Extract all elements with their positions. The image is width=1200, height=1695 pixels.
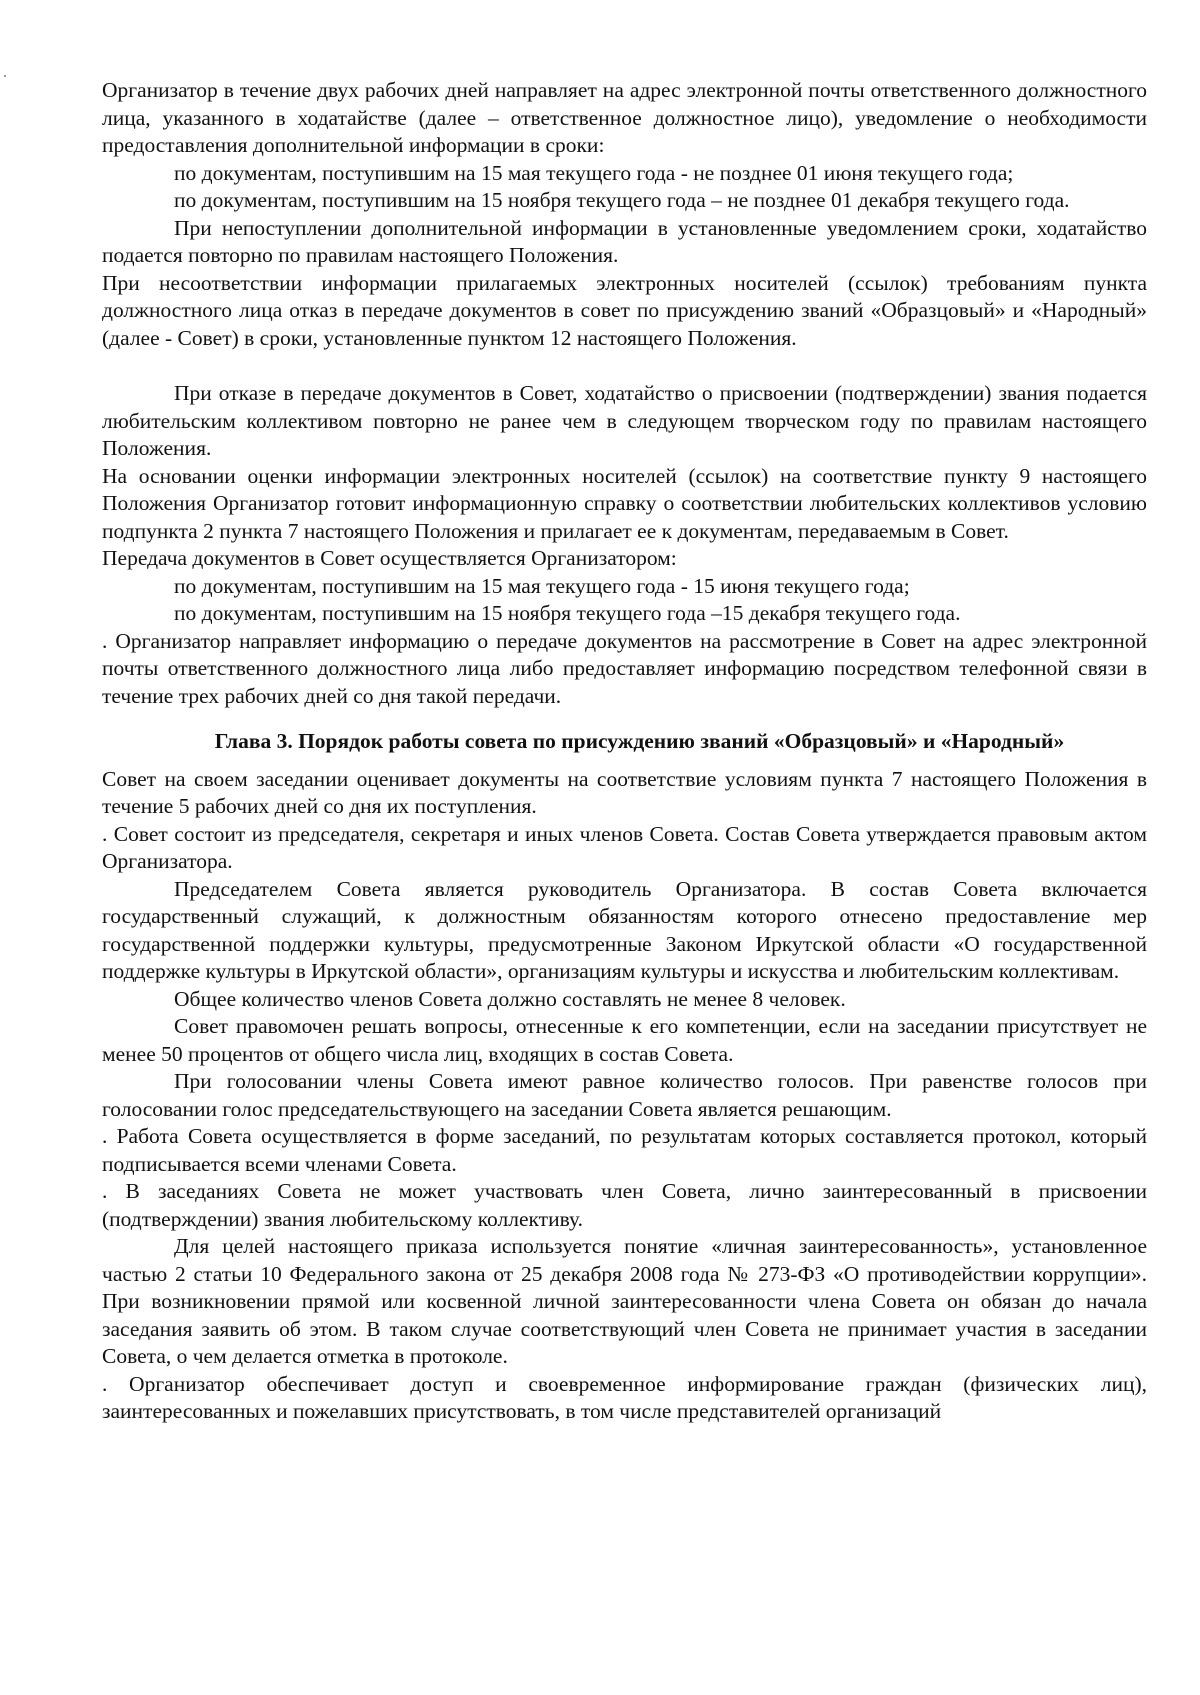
paragraph: . Организатор обеспечивает доступ и своевременное информирование граждан (физических лиц), заинтересованных и пожелавших присутствовать, в том числе представителей организаций [102,1371,1147,1423]
paragraph: Общее количество членов Совета должно составлять не менее 8 человек. [174,986,846,1011]
paragraph: При непоступлении дополнительной информации в установленные уведомлением сроки, ходатайство подается повторно по правилам настоящего Положения. [102,215,1147,267]
paragraph: Совет на своем заседании оценивает документы на соответствие условиям пункта 7 настоящего Положения в течение 5 рабочих дней со дня их поступления. [102,766,1147,818]
blank-line [102,352,1147,380]
paragraph: Организатор в течение двух рабочих дней направляет на адрес электронной почты ответственного должностного лица, указанного в ходатайстве (далее – ответственное должностное лицо), уведомление о необходимости предоставления дополнительной информации в сроки: [102,78,1147,157]
paragraph: . Совет состоит из председателя, секретаря и иных членов Совета. Состав Совета утверждается правовым актом Организатора. [102,821,1147,873]
paragraph: по документам, поступившим на 15 мая текущего года - не позднее 01 июня текущего года; [174,160,1014,185]
paragraph: . В заседаниях Совета не может участвовать член Совета, лично заинтересованный в присвоении (подтверждении) звания любительскому коллективу. [102,1179,1147,1231]
paragraph: При отказе в передаче документов в Совет, ходатайство о присвоении (подтверждении) звания подается любительским коллективом повторно не ранее чем в следующем творческом году по правилам настоящего Положения. [102,381,1147,460]
paragraph: На основании оценки информации электронных носителей (ссылок) на соответствие пункту 9 настоящего Положения Организатор готовит информационную справку о соответствии любительских коллективов условию подпункта 2 пункта 7 настоящего Положения и прилагает ее к документам, передаваемым в Совет. [102,463,1147,543]
paragraph: по документам, поступившим на 15 мая текущего года - 15 июня текущего года; [174,573,910,598]
scan-speck [4,75,6,77]
paragraph: . Работа Совета осуществляется в форме заседаний, по результатам которых составляется протокол, который подписывается всеми членами Совета. [102,1124,1147,1176]
paragraph: При несоответствии информации прилагаемых электронных носителей (ссылок) требованиям пункта должностного лица отказ в передаче документов в совет по присуждению званий «Образцовый» и «Народный» (далее - Совет) в сроки, установленные пунктом 12 настоящего Положения. [102,270,1147,350]
paragraph: При голосовании члены Совета имеют равное количество голосов. При равенстве голосов при голосовании голос председательствующего на заседании Совета является решающим. [102,1069,1147,1121]
paragraph: по документам, поступившим на 15 ноября текущего года – не позднее 01 декабря текущего года. [174,188,1070,212]
document-body [102,77,1147,1426]
paragraph: Совет правомочен решать вопросы, отнесенные к его компетенции, если на заседании присутствует не менее 50 процентов от общего числа лиц, входящих в состав Совета. [102,1014,1147,1066]
paragraph: Передача документов в Совет осуществляется Организатором: [102,546,677,570]
paragraph: . Организатор направляет информацию о передаче документов на рассмотрение в Совет на адрес электронной почты ответственного должностного лица либо предоставляет информацию посредством телефонной связи в течение трех рабочих дней со дня такой передачи. [102,628,1147,708]
chapter-heading: Глава 3. Порядок работы совета по присуждению званий «Образцовый» и «Народный» [214,729,1065,753]
paragraph: по документам, поступившим на 15 ноября текущего года –15 декабря текущего года. [174,601,961,625]
paragraph: Председателем Совета является руководитель Организатора. В состав Совета включается государственный служащий, к должностным обязанностям которого отнесено предоставление мер государственной поддержки культуры, предусмотренные Законом Иркутской области «О государственной поддержке культуры в Иркутской области», организациям культуры и искусства и любительским коллективам. [102,876,1147,983]
paragraph: Для целей настоящего приказа используется понятие «личная заинтересованность», установленное частью 2 статьи 10 Федерального закона от 25 декабря 2008 года № 273-ФЗ «О противодействии коррупции». При возникновении прямой или косвенной личной заинтересованности члена Совета он обязан до начала заседания заявить об этом. В таком случае соответствующий член Совета не принимает участия в заседании Совета, о чем делается отметка в протоколе. [102,1234,1147,1368]
